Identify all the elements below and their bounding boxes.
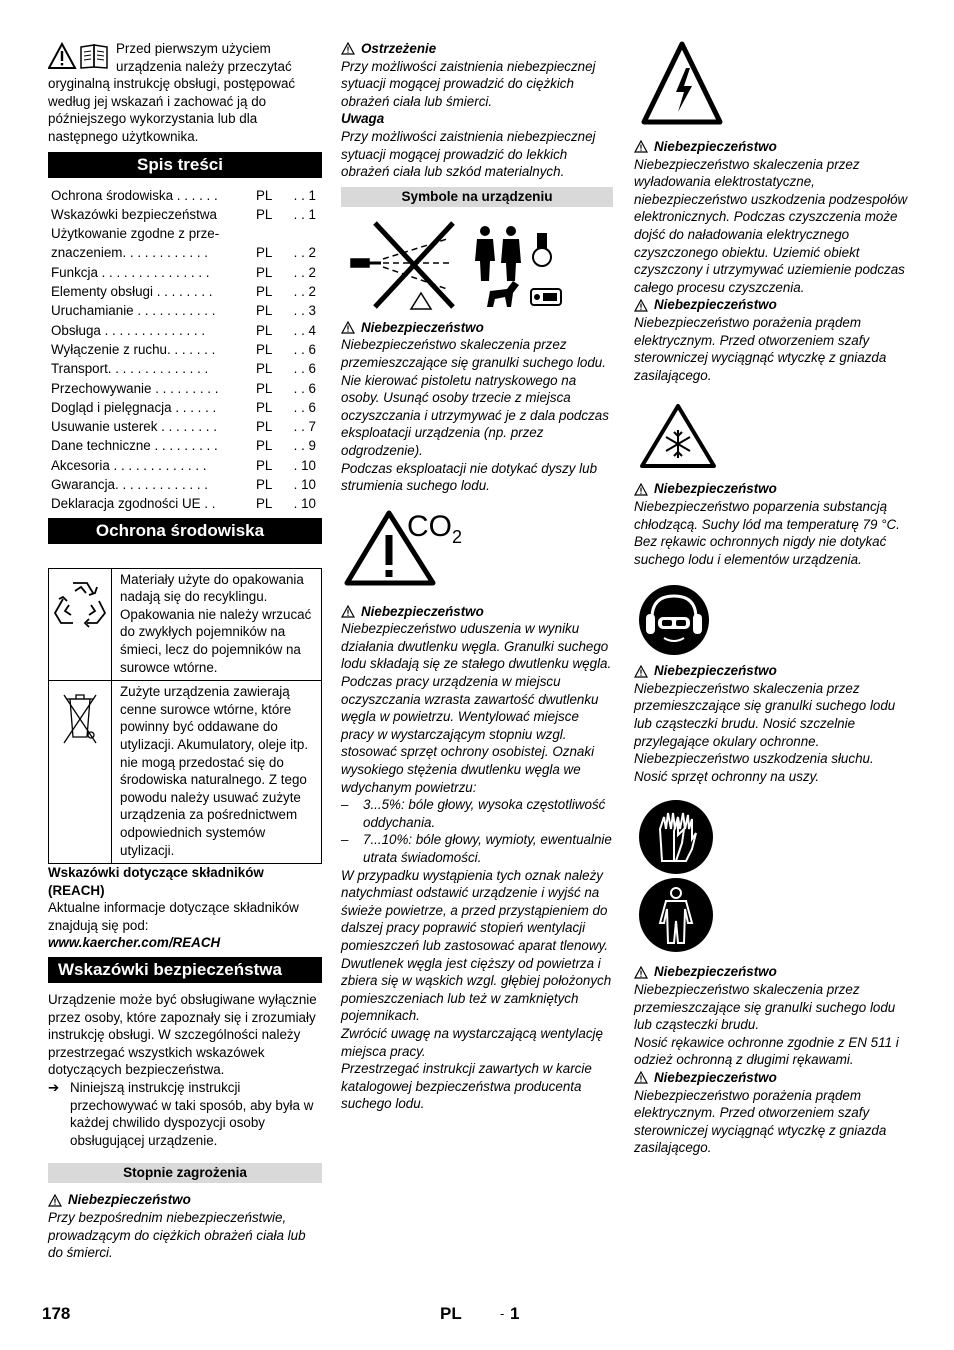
warning-heading	[341, 40, 613, 58]
s2-text-4: Zwrócić uwagę na wystarczającą wentylację miejsca pracy.	[341, 1025, 603, 1059]
s8-text: Niebezpieczeństwo porażenia prądem elektrycznym. Przed otworzeniem szafy sterowniczej wyciągnąć wtyczkę z gniazda zasilającego.	[634, 1087, 887, 1156]
toc-entry[interactable]	[48, 417, 322, 436]
toc-entry-lang: PL	[256, 322, 273, 338]
column-left	[48, 40, 322, 1262]
levels-title: Stopnie zagrożenia	[48, 1163, 322, 1183]
gloves-icon	[634, 799, 908, 875]
intro-block	[48, 40, 322, 146]
toc-entry-title: Przechowywanie . . . . . . . . .	[51, 380, 219, 396]
toc-entry-page: . . 4	[293, 322, 316, 338]
warning-triangle-icon	[634, 966, 648, 979]
s3-text: Niebezpieczeństwo skaleczenia przez wyładowania elektrostatyczne, niebezpieczeństwo uszkodzenia podzespołów elektronicznych. Podczas czyszczenia może dojść do naładowania elektrycznego czyszczonego obiektu. Uziemić obiekt czyszczony i utrzymywać uziemienie podczas całego procesu czyszczenia.	[634, 156, 908, 295]
symbols-title: Symbole na urządzeniu	[341, 187, 613, 207]
s6-heading-label: Niebezpieczeństwo	[654, 663, 777, 679]
toc-entry-page: . . 1	[293, 206, 316, 222]
warning-triangle-icon	[634, 665, 648, 678]
toc-entry[interactable]	[48, 321, 322, 340]
s1-heading-label: Niebezpieczeństwo	[361, 319, 484, 335]
reach-text: Aktualne informacje dotyczące składników znajdują się pod:	[48, 900, 299, 933]
toc-entry-lang: PL	[256, 496, 273, 512]
warning-triangle-icon	[341, 605, 355, 618]
warning-heading-label: Ostrzeżenie	[361, 41, 437, 56]
toc-entry-lang	[256, 224, 284, 243]
toc-entry-title: Uruchamianie . . . . . . . . . . .	[51, 303, 216, 319]
toc-entry-title: Usuwanie usterek . . . . . . . .	[51, 419, 217, 435]
s1-text: Niebezpieczeństwo skaleczenia przez przemieszczające się granulki suchego lodu. Nie kierować pistoletu natryskowego na osoby. Usunąć osoby trzecie z miejsca oczyszczania i utrzymywać je z dala podczas eksploatacji urządzenia (np. przez odgrodzenie).	[341, 337, 609, 458]
env-table	[48, 568, 322, 865]
s7-heading	[634, 963, 908, 981]
warning-triangle-icon	[341, 42, 355, 55]
toc-entry-title: Gwarancja. . . . . . . . . . . . .	[51, 477, 209, 493]
toc-entry-page: . . 2	[293, 245, 316, 261]
toc-entry[interactable]	[48, 494, 322, 513]
warning-triangle-icon	[634, 483, 648, 496]
toc-entry-page: . . 3	[293, 303, 316, 319]
weee-text: Zużyte urządzenia zawierają cenne surowce wtórne, które powinny być oddawane do utylizacji. Akumulatory, oleje itp. nie mogą przedostać się do środowiska naturalnego. Z tego powodu należy usuwać zużyte urządzenia za pośrednictwem odpowiednich systemów utylizacji.	[120, 684, 309, 858]
toc-entry-page: . 10	[293, 477, 316, 493]
arrow-icon: ➔	[48, 1080, 60, 1096]
co2-warning-icon	[341, 509, 613, 591]
env-title: Ochrona środowiska	[48, 518, 322, 544]
s2-text-2: W przypadku wystąpienia tych oznak należy natychmiast odstawić urządzenie i wyjść na świeże powietrze, a przed przystąpieniem do dalszej pracy poprawić stopień wentylacji pomieszczeń lub zastosować aparat tlenowy.	[341, 867, 608, 953]
toc-entry-lang: PL	[256, 457, 273, 473]
toc-entry-title: Transport. . . . . . . . . . . . . .	[51, 361, 209, 377]
toc-entry[interactable]	[48, 301, 322, 320]
danger-heading	[48, 1191, 322, 1209]
co2-bullet-1	[341, 796, 613, 831]
dash-marker: –	[341, 797, 349, 813]
toc-entry-lang: PL	[256, 477, 273, 493]
toc-entry-lang: PL	[256, 380, 273, 396]
dash-marker: –	[341, 832, 349, 848]
toc-entry-page: . . 6	[293, 361, 316, 377]
toc-entry-lang: PL	[256, 284, 273, 300]
s4-text: Niebezpieczeństwo porażenia prądem elektrycznym. Przed otworzeniem szafy sterowniczej wyciągnąć wtyczkę z gniazda zasilającego.	[634, 314, 887, 383]
s2-heading-label: Niebezpieczeństwo	[361, 603, 484, 619]
crossed-bin-icon	[49, 681, 112, 863]
toc-entry[interactable]	[48, 475, 322, 494]
toc-entry-title: znaczeniem. . . . . . . . . . . .	[51, 245, 209, 261]
toc-entry-lang: PL	[256, 361, 273, 377]
s2-text-5: Przestrzegać instrukcji zawartych w karcie katalogowej bezpieczeństwa producenta suchego lodu.	[341, 1061, 592, 1112]
s7-text: Niebezpieczeństwo skaleczenia przez przemieszczające się granulki suchego lodu lub cząsteczki brudu.	[634, 982, 896, 1033]
footer-section-number: 1	[510, 1304, 520, 1323]
toc-entry-page: . 10	[293, 496, 316, 512]
warning-text: Przy możliwości zaistnienia niebezpiecznej sytuacji mogącej prowadzić do ciężkich obrażeń ciała lub śmierci.	[341, 58, 596, 109]
co2-label: CO	[407, 509, 452, 543]
table-of-contents	[48, 186, 322, 514]
toc-entry-page: . . 7	[293, 419, 316, 435]
toc-entry-title: Funkcja . . . . . . . . . . . . . . .	[51, 264, 210, 280]
safety-bullet-text: Niniejszą instrukcję instrukcji przechowywać w taki sposób, aby była w każdej chwilido dyspozycji osoby obsługującej urządzenie.	[70, 1080, 314, 1148]
env-row-recycling	[49, 569, 321, 681]
s7-heading-label: Niebezpieczeństwo	[654, 964, 777, 980]
toc-entry-page	[284, 224, 322, 243]
s4-heading-label: Niebezpieczeństwo	[654, 297, 777, 313]
toc-entry-page: . . 6	[293, 341, 316, 357]
toc-entry[interactable]	[48, 243, 322, 262]
reach-link[interactable]: www.kaercher.com/REACH	[48, 935, 221, 951]
warning-triangle-icon	[634, 1071, 648, 1084]
recycling-icon	[49, 569, 112, 681]
toc-entry-lang: PL	[256, 303, 273, 319]
toc-entry-lang: PL	[256, 419, 273, 435]
warning-triangle-icon	[48, 1194, 62, 1207]
co2-bullet-1-text: 3...5%: bóle głowy, wysoka częstotliwość oddychania.	[363, 797, 606, 830]
safety-title: Wskazówki bezpieczeństwa	[48, 957, 322, 983]
toc-entry[interactable]	[48, 359, 322, 378]
s6-text: Niebezpieczeństwo skaleczenia przez przemieszczające się granulki suchego lodu lub cząsteczki brudu. Nosić szczelnie przylegające okulary ochronne. Niebezpieczeństwo uszkodzenia słuchu. Nosić sprzęt ochronny na uszy.	[634, 680, 896, 784]
toc-entry-page: . . 2	[293, 264, 316, 280]
protective-suit-icon	[634, 877, 908, 953]
caution-heading: Uwaga	[341, 111, 385, 127]
toc-entry[interactable]	[48, 340, 322, 359]
toc-entry[interactable]	[48, 379, 322, 398]
toc-entry-title: Elementy obsługi . . . . . . . .	[51, 284, 213, 300]
page-number: 178	[42, 1304, 71, 1323]
toc-entry-lang: PL	[256, 438, 273, 454]
toc-entry-page: . . 6	[293, 380, 316, 396]
s2-text: Niebezpieczeństwo uduszenia w wyniku działania dwutlenku węgla. Granulki suchego lodu składają się ze stałego dwutlenku węgla. Podczas pracy urządzenia w miejscu oczyszczania wzrasta zawartość dwutlenku węgla w powietrzu. Wentylować miejsce pracy w wystarczającym stopniu wzgl. stosować sprzęt ochrony osobistej. Oznaki wysokiego stężenia dwutlenku węgla we wdychanym powietrzu:	[341, 621, 612, 795]
footer-language: PL	[440, 1304, 462, 1323]
toc-entry-title: Użytkowanie zgodne z prze-	[51, 226, 220, 242]
safety-text: Urządzenie może być obsługiwane wyłącznie przez osoby, które zapoznały się i zrozumiały instrukcję obsługi. W szczególności należy przestrzegać wszystkich wskazówek dotyczących bezpieczeństwa.	[48, 992, 317, 1078]
s3-heading-label: Niebezpieczeństwo	[654, 139, 777, 154]
s5-heading-label: Niebezpieczeństwo	[654, 481, 777, 497]
toc-entry-lang: PL	[256, 187, 273, 203]
warning-triangle-icon	[634, 299, 648, 312]
s2-heading	[341, 603, 613, 621]
safety-bullet	[48, 1079, 322, 1149]
env-row-weee	[49, 680, 321, 863]
s6-heading	[634, 662, 908, 680]
warning-triangle-icon	[634, 140, 648, 153]
toc-entry-title: Obsługa . . . . . . . . . . . . . .	[51, 322, 206, 338]
toc-entry-title: Wskazówki bezpieczeństwa	[51, 206, 217, 222]
toc-entry-lang: PL	[256, 399, 273, 415]
footer-dash: -	[500, 1306, 505, 1321]
toc-entry-lang: PL	[256, 341, 273, 357]
toc-entry-lang: PL	[256, 206, 273, 222]
s5-text: Niebezpieczeństwo poparzenia substancją chłodzącą. Suchy lód ma temperaturę 79 °C. Bez rękawic ochronnych nigdy nie dotykać suchego lodu i elementów urządzenia.	[634, 498, 900, 567]
column-middle	[341, 40, 613, 1113]
manual-warning-icon	[48, 42, 112, 72]
s3-heading	[634, 138, 908, 156]
toc-entry-title: Wyłączenie z ruchu. . . . . . .	[51, 341, 216, 357]
s2-text-3: Dwutlenek węgla jest cięższy od powietrza i zbiera się w wąskich wzgl. głębiej położonych pomieszczeniach lub też w zamkniętych pojemnikach.	[341, 955, 612, 1024]
s7-text-2: Nosić rękawice ochronne zgodnie z EN 511 i odzież ochronną z długimi rękawami.	[634, 1034, 899, 1068]
toc-entry-page: . . 9	[293, 438, 316, 454]
toc-entry-page: . . 2	[293, 284, 316, 300]
toc-entry-title: Akcesoria . . . . . . . . . . . . .	[51, 457, 207, 473]
co2-bullet-2-text: 7...10%: bóle głowy, wymioty, ewentualnie utrata świadomości.	[363, 832, 612, 865]
toc-entry[interactable]	[48, 456, 322, 475]
column-right	[634, 40, 908, 1157]
toc-entry-page: . 10	[293, 457, 316, 473]
high-voltage-icon	[634, 40, 908, 128]
danger-heading-label: Niebezpieczeństwo	[68, 1192, 191, 1208]
reach-title: Wskazówki dotyczące składników (REACH)	[48, 865, 264, 898]
cold-hazard-icon	[634, 402, 908, 472]
spray-people-symbol-icon	[341, 219, 613, 313]
toc-entry[interactable]	[48, 263, 322, 282]
toc-entry[interactable]	[48, 205, 322, 224]
intro-text: Przed pierwszym użyciem urządzenia należy przeczytać oryginalną instrukcję obsługi, postępować według jej wskazań i zachować ją do późniejszego wykorzystania lub dla następnego użytkownika.	[48, 41, 296, 144]
co2-sub: 2	[452, 526, 463, 547]
eye-ear-protection-icon	[634, 584, 908, 656]
toc-entry[interactable]	[48, 436, 322, 455]
toc-title: Spis treści	[48, 152, 322, 178]
toc-entry[interactable]	[48, 398, 322, 417]
toc-entry-lang: PL	[256, 264, 273, 280]
danger-text: Przy bezpośrednim niebezpieczeństwie, prowadzącym do ciężkich obrażeń ciała lub do śmierci.	[48, 1210, 306, 1261]
co2-bullet-2	[341, 831, 613, 866]
toc-entry[interactable]	[48, 186, 322, 205]
s1-heading	[341, 319, 613, 337]
toc-entry-title: Dogląd i pielęgnacja . . . . . .	[51, 399, 217, 415]
toc-entry[interactable]	[48, 224, 322, 243]
s8-heading	[634, 1069, 908, 1087]
toc-entry[interactable]	[48, 282, 322, 301]
toc-entry-lang: PL	[256, 245, 273, 261]
recycling-text: Materiały użyte do opakowania nadają się do recyklingu. Opakowania nie należy wrzucać do zwykłych pojemników na śmieci, lecz do pojemników na surowce wtórne.	[120, 571, 312, 675]
s8-heading-label: Niebezpieczeństwo	[654, 1070, 777, 1085]
toc-entry-title: Dane techniczne . . . . . . . . .	[51, 438, 218, 454]
toc-entry-page: . . 6	[293, 399, 316, 415]
toc-entry-title: Ochrona środowiska . . . . . .	[51, 187, 218, 203]
s1-text-2: Podczas eksploatacji nie dotykać dyszy lub strumienia suchego lodu.	[341, 460, 598, 494]
toc-entry-page: . . 1	[293, 187, 316, 203]
warning-triangle-icon	[341, 321, 355, 334]
caution-text: Przy możliwości zaistnienia niebezpiecznej sytuacji mogącej prowadzić do lekkich obrażeń ciała lub szkód materialnych.	[341, 128, 596, 180]
s5-heading	[634, 480, 908, 498]
s4-heading	[634, 296, 908, 314]
toc-entry-title: Deklaracja zgodności UE . .	[51, 496, 216, 512]
